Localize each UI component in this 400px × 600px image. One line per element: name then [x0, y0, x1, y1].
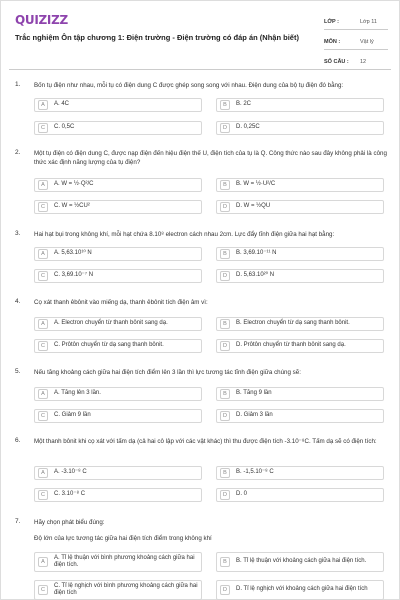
option-text: D. Giảm 3 lần [236, 412, 273, 419]
option-text: A. Tăng lên 3 lần. [54, 390, 101, 397]
question-text: Hãy chọn phát biểu đúng: [34, 519, 105, 526]
option-a[interactable] [34, 178, 202, 192]
option-text: C. W = ½CU² [54, 203, 90, 210]
option-a[interactable] [34, 317, 202, 331]
option-text: A. W = ½·Q²/C [54, 181, 94, 188]
question-text: Bốn tụ điện như nhau, mỗi tụ có điện dung C được ghép song song với nhau. Điện dung của bộ tụ điện đó bằng: [34, 82, 344, 89]
option-text: C. Prôtôn chuyển từ dạ sang thanh bônit. [54, 342, 164, 349]
option-b[interactable] [216, 466, 384, 480]
option-text: C. 3,69.10⁻⁷ N [54, 272, 94, 279]
option-text: B. Tỉ lệ thuận với khoảng cách giữa hai điện tích. [236, 558, 367, 565]
option-text: D. 0,25C [236, 124, 260, 131]
option-text: D. 5,63.10²⁰ N [236, 272, 275, 279]
option-text: C. Tỉ lệ nghịch với bình phương khoảng cách giữa hai điện tích [54, 582, 198, 596]
option-letter: A [38, 389, 48, 399]
question-text: Nếu tăng khoảng cách giữa hai điện tích điểm lên 3 lần thì lực tương tác tĩnh điện giữa chúng sẽ: [34, 369, 301, 376]
option-d[interactable] [216, 580, 384, 600]
question-number: 1. [15, 81, 21, 88]
option-b[interactable] [216, 552, 384, 572]
option-a[interactable] [34, 552, 202, 572]
option-letter: A [38, 180, 48, 190]
option-d[interactable] [216, 488, 384, 502]
worksheet-header [1, 1, 399, 63]
option-c[interactable] [34, 339, 202, 353]
option-b[interactable] [216, 178, 384, 192]
option-letter: B [220, 180, 230, 190]
question-subtext: Độ lớn của lực tương tác giữa hai điện tích điểm trong không khí [34, 535, 212, 542]
option-letter: D [220, 490, 230, 500]
meta-subject-key: MÔN : [324, 39, 341, 45]
option-c[interactable] [34, 488, 202, 502]
option-d[interactable] [216, 339, 384, 353]
question-number: 7. [15, 518, 21, 525]
meta-class-value: Lớp 11 [360, 19, 377, 25]
question-number: 6. [15, 437, 21, 444]
option-letter: B [220, 249, 230, 259]
option-text: C. Giảm 9 lần [54, 412, 91, 419]
option-letter: A [38, 319, 48, 329]
option-c[interactable] [34, 269, 202, 283]
option-c[interactable] [34, 580, 202, 600]
header-divider [9, 69, 391, 70]
question-number: 5. [15, 368, 21, 375]
meta-class-key: LỚP : [324, 19, 339, 25]
option-letter: A [38, 249, 48, 259]
option-a[interactable] [34, 466, 202, 480]
question-number: 3. [15, 230, 21, 237]
option-letter: C [38, 202, 48, 212]
option-text: A. Tỉ lệ thuận với bình phương khoảng cách giữa hai điện tích. [54, 554, 195, 568]
option-letter: B [220, 319, 230, 329]
meta-class-row [324, 15, 388, 30]
option-d[interactable] [216, 200, 384, 214]
option-text: A. 4C [54, 101, 70, 108]
question-text: Một thanh bônit khi cọ xát với tấm dạ (cả hai cô lập với các vật khác) thì thu được điện tích -3.10⁻⁸C. Tấm dạ sẽ có điện tích: [34, 438, 377, 445]
option-text: B. -1,5.10⁻⁸ C [236, 469, 274, 476]
option-text: D. Prôtôn chuyển từ thanh bônit sang dạ. [236, 342, 346, 349]
option-text: D. Tỉ lệ nghịch với khoảng cách giữa hai điện tích [236, 586, 368, 593]
option-letter: A [38, 468, 48, 478]
question-text: Một tụ điện có điện dung C, được nạp điện đến hiệu điện thế U, điện tích của tụ là Q. Công thức nào sau đây không phải là công thức xác định năng lượng của tụ điện? [34, 150, 387, 166]
option-text: B. 3,69.10⁻¹¹ N [236, 250, 277, 257]
option-text: C. 3.10⁻⁸ C [54, 491, 86, 498]
page-title: Trắc nghiệm Ôn tập chương 1: Điện trường - Điện trường có đáp án (Nhận biết) [15, 33, 299, 42]
option-letter: D [220, 123, 230, 133]
option-c[interactable] [34, 200, 202, 214]
option-letter: D [220, 202, 230, 212]
option-letter: A [38, 557, 48, 567]
question-text: Cọ xát thanh êbônit vào miếng dạ, thanh êbônit tích điện âm vì: [34, 299, 208, 306]
option-text: A. -3.10⁻⁸ C [54, 469, 87, 476]
option-letter: C [38, 411, 48, 421]
option-text: D. 0 [236, 491, 248, 498]
option-b[interactable] [216, 98, 384, 112]
option-a[interactable] [34, 247, 202, 261]
option-c[interactable] [34, 121, 202, 135]
option-a[interactable] [34, 98, 202, 112]
option-text: D. W = ½QU [236, 203, 271, 210]
option-letter: D [220, 271, 230, 281]
question-number: 4. [15, 298, 21, 305]
meta-subject-row [324, 35, 388, 50]
option-letter: C [38, 585, 48, 595]
option-letter: C [38, 490, 48, 500]
option-letter: B [220, 468, 230, 478]
option-letter: C [38, 123, 48, 133]
option-letter: A [38, 100, 48, 110]
option-c[interactable] [34, 409, 202, 423]
option-letter: B [220, 389, 230, 399]
quizizz-logo: QUIZIZZ [15, 13, 68, 27]
option-text: B. W = ½·U²/C [236, 181, 276, 188]
option-text: B. Tăng 9 lần [236, 390, 272, 397]
option-a[interactable] [34, 387, 202, 401]
question-number: 2. [15, 149, 21, 156]
option-d[interactable] [216, 121, 384, 135]
meta-subject-value: Vật lý [360, 39, 374, 45]
meta-count-key: SỐ CÂU : [324, 59, 349, 65]
option-d[interactable] [216, 269, 384, 283]
meta-count-value: 12 [360, 59, 367, 65]
question-text: Hai hạt bụi trong không khí, mỗi hạt chứa 8.10⁸ electron cách nhau 2cm. Lực đẩy tĩnh điện giữa hai hạt bằng: [34, 231, 335, 238]
option-letter: D [220, 585, 230, 595]
option-d[interactable] [216, 409, 384, 423]
option-text: C. 0,5C [54, 124, 75, 131]
option-text: B. 2C [236, 101, 252, 108]
option-letter: B [220, 100, 230, 110]
option-b[interactable] [216, 387, 384, 401]
option-letter: C [38, 341, 48, 351]
option-letter: D [220, 341, 230, 351]
option-letter: D [220, 411, 230, 421]
meta-panel [324, 15, 388, 75]
option-text: A. 5,63.10¹⁰ N [54, 250, 92, 257]
option-letter: B [220, 557, 230, 567]
option-text: B. Electron chuyển từ dạ sang thanh bônit. [236, 320, 350, 327]
option-b[interactable] [216, 247, 384, 261]
meta-count-row [324, 55, 388, 70]
option-b[interactable] [216, 317, 384, 331]
option-letter: C [38, 271, 48, 281]
option-text: A. Electron chuyển từ thanh bônit sang dạ. [54, 320, 168, 327]
